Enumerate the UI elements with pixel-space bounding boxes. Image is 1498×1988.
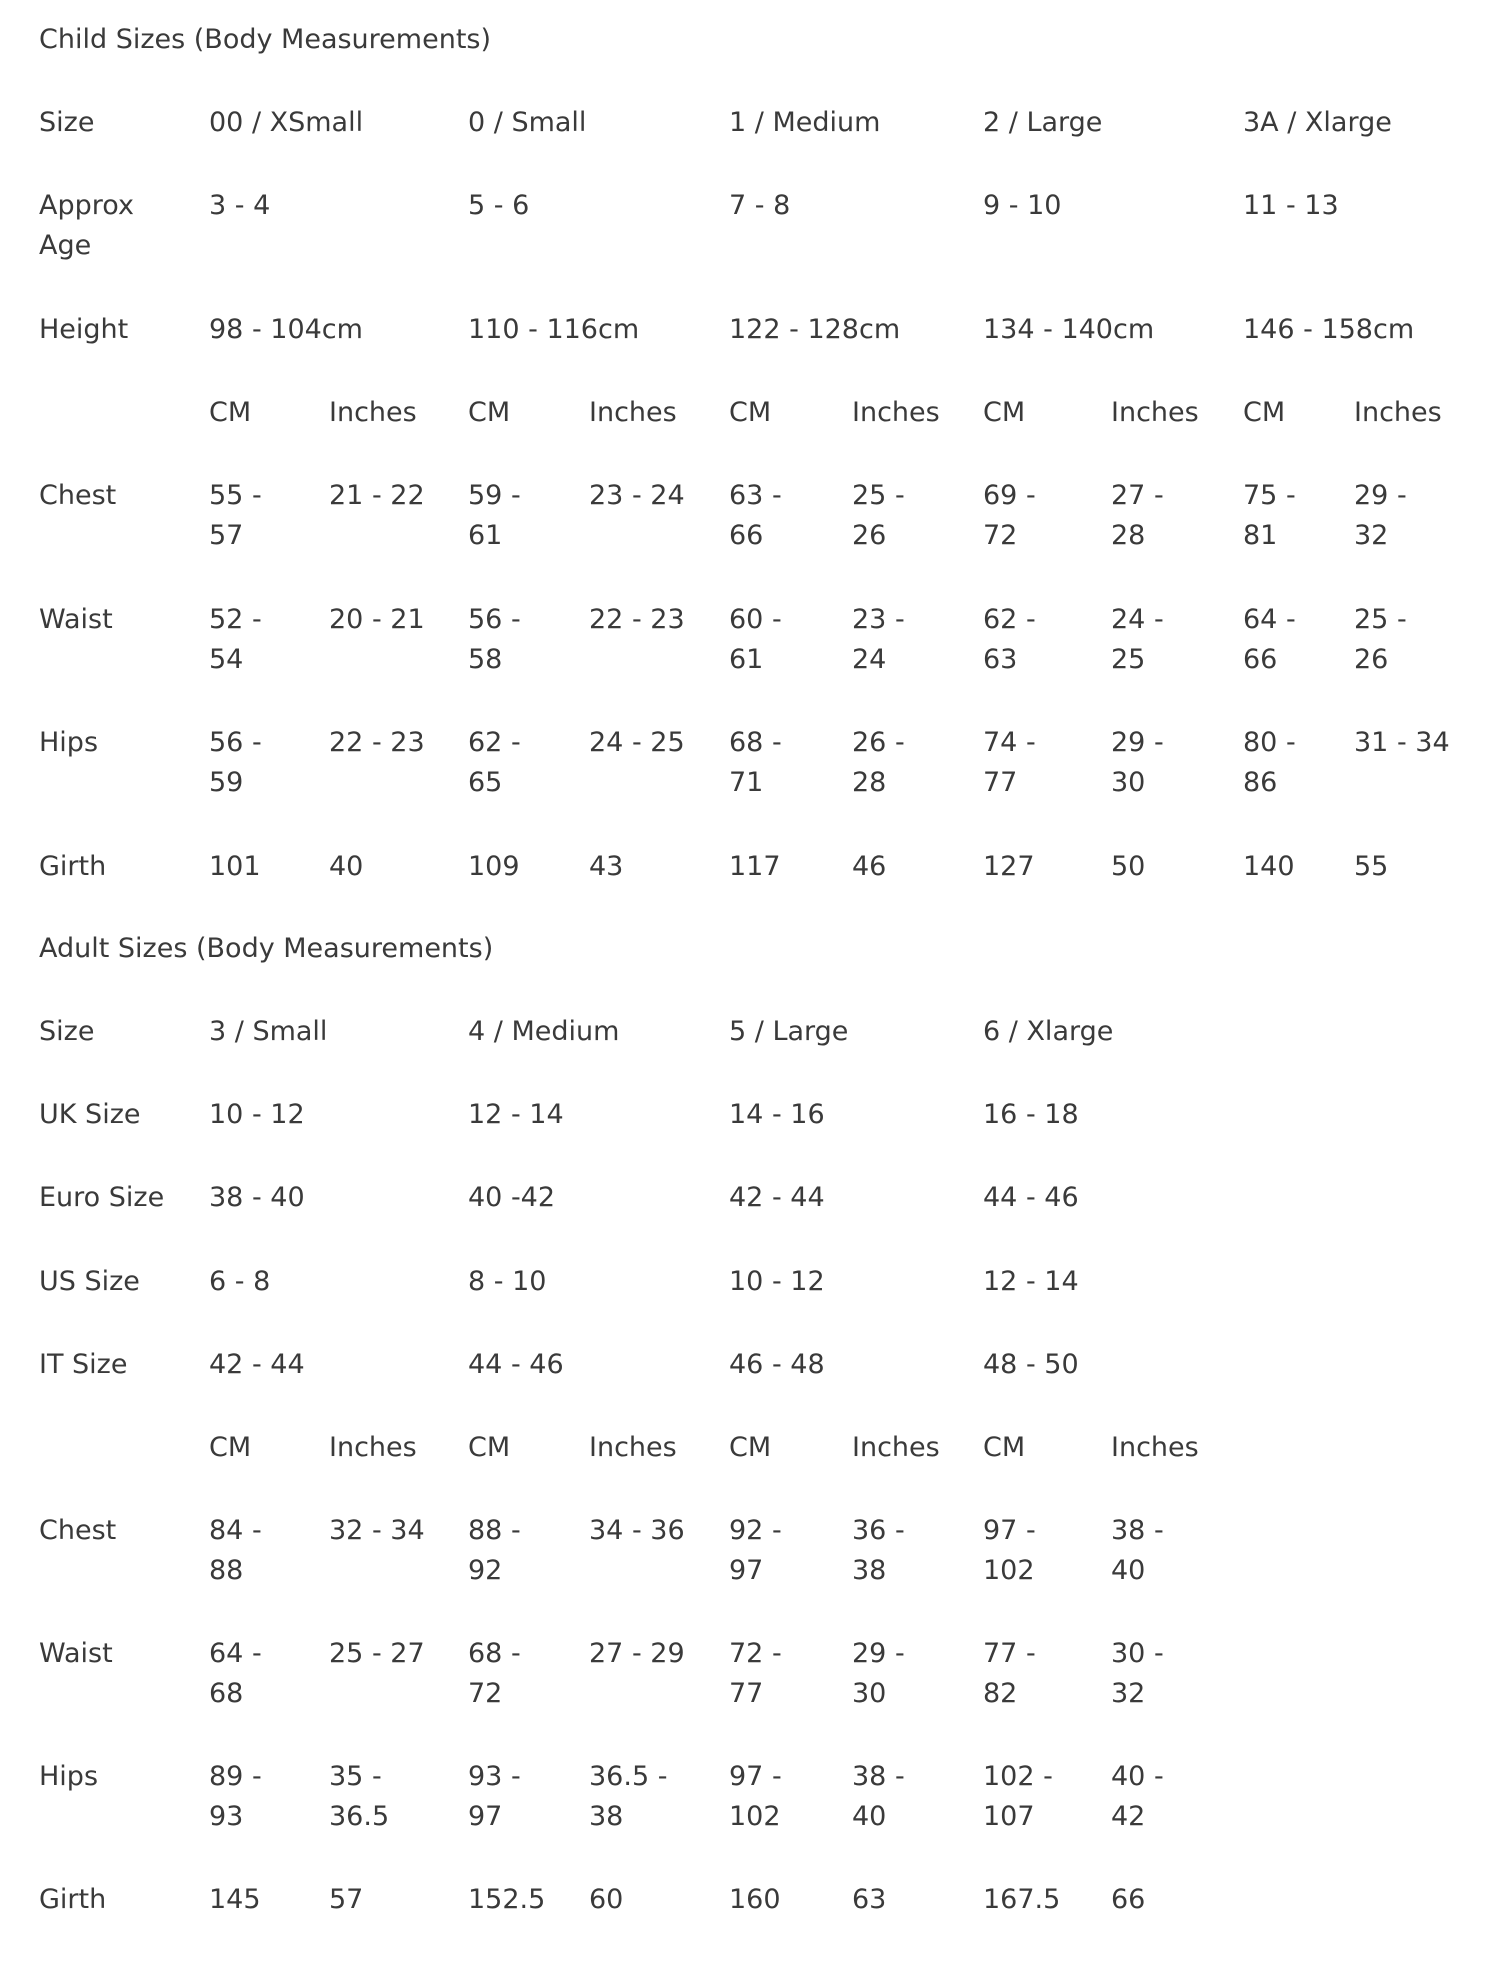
adult-waist-inches-value-cont: 32 — [1111, 1678, 1146, 1709]
girth-cm-value: 140 — [1243, 851, 1295, 882]
unit-inches-header: Inches — [1111, 1432, 1199, 1463]
unit-cm-header: CM — [468, 397, 511, 428]
girth-inches-value: 55 — [1354, 851, 1389, 882]
child-chest-inches-value: 27 - — [1111, 480, 1164, 511]
child-hips-inches-value: 24 - 25 — [589, 727, 685, 758]
child-size-row-value: 3A / Xlarge — [1243, 107, 1392, 138]
girth-inches-value: 57 — [329, 1884, 364, 1915]
us-size-row-value: 6 - 8 — [209, 1266, 271, 1297]
child-waist-inches-value: 23 - — [852, 604, 905, 635]
height-row-value: 110 - 116cm — [468, 314, 640, 345]
adult-chest-cm-value: 88 - — [468, 1515, 521, 1546]
child-waist-cm-value-cont: 63 — [983, 644, 1018, 675]
adult-size-row-label: Size — [39, 1016, 95, 1047]
us-size-row-value: 10 - 12 — [729, 1266, 825, 1297]
height-row-value: 98 - 104cm — [209, 314, 363, 345]
child-hips-cm-value: 62 - — [468, 727, 521, 758]
unit-inches-header: Inches — [1111, 397, 1199, 428]
adult-hips-inches-value: 36.5 - — [589, 1761, 668, 1792]
girth-inches-value: 63 — [852, 1884, 887, 1915]
us-size-row-value: 8 - 10 — [468, 1266, 547, 1297]
girth-label: Girth — [39, 851, 107, 882]
unit-inches-header: Inches — [329, 1432, 417, 1463]
adult-waist-cm-value-cont: 72 — [468, 1678, 503, 1709]
child-waist-inches-value-cont: 26 — [1354, 644, 1389, 675]
it-size-row-value: 42 - 44 — [209, 1349, 305, 1380]
child-chest-cm-value-cont: 81 — [1243, 520, 1278, 551]
girth-cm-value: 101 — [209, 851, 261, 882]
unit-inches-header: Inches — [589, 397, 677, 428]
adult-waist-cm-value-cont: 68 — [209, 1678, 244, 1709]
adult-hips-label: Hips — [39, 1761, 99, 1792]
child-waist-cm-value: 62 - — [983, 604, 1036, 635]
adult-hips-cm-value-cont: 97 — [468, 1801, 503, 1832]
adult-waist-inches-value: 27 - 29 — [589, 1638, 685, 1669]
adult-waist-cm-value-cont: 77 — [729, 1678, 764, 1709]
child-chest-cm-value: 63 - — [729, 480, 782, 511]
approx-age-label-cont: Age — [39, 230, 92, 261]
adult-hips-inches-value-cont: 38 — [589, 1801, 624, 1832]
child-hips-inches-value: 29 - — [1111, 727, 1164, 758]
child-waist-cm-value: 60 - — [729, 604, 782, 635]
child-waist-inches-value-cont: 25 — [1111, 644, 1146, 675]
girth-cm-value: 160 — [729, 1884, 781, 1915]
adult-chest-cm-value-cont: 97 — [729, 1555, 764, 1586]
unit-inches-header: Inches — [1354, 397, 1442, 428]
adult-waist-label: Waist — [39, 1638, 113, 1669]
adult-waist-inches-value: 30 - — [1111, 1638, 1164, 1669]
adult-chest-cm-value-cont: 92 — [468, 1555, 503, 1586]
uk-size-row-value: 16 - 18 — [983, 1099, 1079, 1130]
child-hips-cm-value: 74 - — [983, 727, 1036, 758]
adult-hips-cm-value: 89 - — [209, 1761, 262, 1792]
girth-cm-value: 117 — [729, 851, 781, 882]
adult-chest-cm-value-cont: 88 — [209, 1555, 244, 1586]
adult-hips-cm-value: 93 - — [468, 1761, 521, 1792]
child-hips-cm-value: 56 - — [209, 727, 262, 758]
child-waist-inches-value: 24 - — [1111, 604, 1164, 635]
adult-chest-inches-value: 32 - 34 — [329, 1515, 425, 1546]
child-hips-inches-value: 22 - 23 — [329, 727, 425, 758]
child-waist-inches-value: 22 - 23 — [589, 604, 685, 635]
girth-cm-value: 167.5 — [983, 1884, 1061, 1915]
adult-chest-inches-value-cont: 38 — [852, 1555, 887, 1586]
child-chest-inches-value-cont: 26 — [852, 520, 887, 551]
approx-age-label: Approx — [39, 190, 134, 221]
child-chest-cm-value-cont: 57 — [209, 520, 244, 551]
child-hips-inches-value-cont: 30 — [1111, 767, 1146, 798]
child-size-row-value: 2 / Large — [983, 107, 1103, 138]
adult-waist-cm-value: 64 - — [209, 1638, 262, 1669]
unit-cm-header: CM — [983, 397, 1026, 428]
child-chest-inches-value: 21 - 22 — [329, 480, 425, 511]
approx-age-value: 11 - 13 — [1243, 190, 1339, 221]
child-chest-cm-value: 55 - — [209, 480, 262, 511]
child-chest-cm-value-cont: 66 — [729, 520, 764, 551]
adult-chest-cm-value: 84 - — [209, 1515, 262, 1546]
uk-size-row-value: 14 - 16 — [729, 1099, 825, 1130]
adult-waist-inches-value: 29 - — [852, 1638, 905, 1669]
unit-cm-header: CM — [729, 1432, 772, 1463]
unit-inches-header: Inches — [329, 397, 417, 428]
it-size-row-value: 44 - 46 — [468, 1349, 564, 1380]
girth-inches-value: 66 — [1111, 1884, 1146, 1915]
child-hips-cm-value-cont: 59 — [209, 767, 244, 798]
adult-hips-cm-value: 102 - — [983, 1761, 1053, 1792]
girth-inches-value: 40 — [329, 851, 364, 882]
it-size-row-value: 46 - 48 — [729, 1349, 825, 1380]
child-chest-inches-value-cont: 28 — [1111, 520, 1146, 551]
child-hips-cm-value-cont: 65 — [468, 767, 503, 798]
adult-chest-inches-value: 34 - 36 — [589, 1515, 685, 1546]
child-hips-label: Hips — [39, 727, 99, 758]
uk-size-row-value: 12 - 14 — [468, 1099, 564, 1130]
child-waist-cm-value-cont: 58 — [468, 644, 503, 675]
girth-label: Girth — [39, 1884, 107, 1915]
adult-waist-cm-value: 72 - — [729, 1638, 782, 1669]
unit-inches-header: Inches — [852, 397, 940, 428]
adult-hips-inches-value-cont: 42 — [1111, 1801, 1146, 1832]
adult-chest-cm-value-cont: 102 — [983, 1555, 1035, 1586]
child-size-row-value: 00 / XSmall — [209, 107, 364, 138]
approx-age-value: 5 - 6 — [468, 190, 530, 221]
unit-cm-header: CM — [1243, 397, 1286, 428]
child-waist-cm-value-cont: 54 — [209, 644, 244, 675]
unit-cm-header: CM — [209, 397, 252, 428]
child-size-row-label: Size — [39, 107, 95, 138]
adult-chest-cm-value: 97 - — [983, 1515, 1036, 1546]
approx-age-value: 3 - 4 — [209, 190, 271, 221]
child-hips-cm-value: 80 - — [1243, 727, 1296, 758]
child-hips-cm-value-cont: 86 — [1243, 767, 1278, 798]
child-chest-inches-value: 25 - — [852, 480, 905, 511]
girth-cm-value: 109 — [468, 851, 520, 882]
child-waist-cm-value: 64 - — [1243, 604, 1296, 635]
child-waist-cm-value: 52 - — [209, 604, 262, 635]
girth-cm-value: 145 — [209, 1884, 261, 1915]
adult-chest-inches-value: 38 - — [1111, 1515, 1164, 1546]
height-row-value: 134 - 140cm — [983, 314, 1155, 345]
child-chest-cm-value: 69 - — [983, 480, 1036, 511]
adult-hips-inches-value: 38 - — [852, 1761, 905, 1792]
child-chest-inches-value-cont: 32 — [1354, 520, 1389, 551]
euro-size-row-value: 42 - 44 — [729, 1182, 825, 1213]
child-chest-cm-value-cont: 72 — [983, 520, 1018, 551]
us-size-row-value: 12 - 14 — [983, 1266, 1079, 1297]
child-chest-cm-value: 75 - — [1243, 480, 1296, 511]
adult-hips-cm-value-cont: 107 — [983, 1801, 1035, 1832]
adult-waist-cm-value: 77 - — [983, 1638, 1036, 1669]
adult-waist-inches-value: 25 - 27 — [329, 1638, 425, 1669]
adult-hips-cm-value-cont: 93 — [209, 1801, 244, 1832]
child-hips-cm-value-cont: 71 — [729, 767, 764, 798]
girth-inches-value: 43 — [589, 851, 624, 882]
adult-chest-cm-value: 92 - — [729, 1515, 782, 1546]
adult-waist-cm-value-cont: 82 — [983, 1678, 1018, 1709]
child-chest-cm-value-cont: 61 — [468, 520, 503, 551]
uk-size-row-label: UK Size — [39, 1099, 141, 1130]
child-size-row-value: 0 / Small — [468, 107, 587, 138]
child-waist-inches-value-cont: 24 — [852, 644, 887, 675]
adult-hips-inches-value-cont: 36.5 — [329, 1801, 390, 1832]
adult-section-title: Adult Sizes (Body Measurements) — [39, 933, 494, 964]
child-hips-cm-value: 68 - — [729, 727, 782, 758]
adult-hips-cm-value-cont: 102 — [729, 1801, 781, 1832]
height-row-label: Height — [39, 314, 129, 345]
adult-chest-label: Chest — [39, 1515, 117, 1546]
adult-hips-cm-value: 97 - — [729, 1761, 782, 1792]
it-size-row-label: IT Size — [39, 1349, 128, 1380]
adult-waist-cm-value: 68 - — [468, 1638, 521, 1669]
uk-size-row-value: 10 - 12 — [209, 1099, 305, 1130]
adult-size-row-value: 4 / Medium — [468, 1016, 620, 1047]
child-waist-label: Waist — [39, 604, 113, 635]
adult-chest-inches-value-cont: 40 — [1111, 1555, 1146, 1586]
adult-size-row-value: 6 / Xlarge — [983, 1016, 1114, 1047]
child-section-title: Child Sizes (Body Measurements) — [39, 24, 491, 55]
adult-chest-inches-value: 36 - — [852, 1515, 905, 1546]
child-chest-inches-value: 29 - — [1354, 480, 1407, 511]
unit-cm-header: CM — [468, 1432, 511, 1463]
adult-hips-inches-value: 35 - — [329, 1761, 382, 1792]
girth-inches-value: 46 — [852, 851, 887, 882]
us-size-row-label: US Size — [39, 1266, 140, 1297]
child-chest-inches-value: 23 - 24 — [589, 480, 685, 511]
child-waist-cm-value: 56 - — [468, 604, 521, 635]
unit-inches-header: Inches — [589, 1432, 677, 1463]
child-hips-inches-value: 31 - 34 — [1354, 727, 1450, 758]
child-hips-inches-value-cont: 28 — [852, 767, 887, 798]
child-waist-cm-value-cont: 66 — [1243, 644, 1278, 675]
girth-cm-value: 127 — [983, 851, 1035, 882]
child-hips-inches-value: 26 - — [852, 727, 905, 758]
adult-hips-inches-value-cont: 40 — [852, 1801, 887, 1832]
approx-age-value: 9 - 10 — [983, 190, 1062, 221]
unit-inches-header: Inches — [852, 1432, 940, 1463]
euro-size-row-value: 40 -42 — [468, 1182, 556, 1213]
unit-cm-header: CM — [983, 1432, 1026, 1463]
adult-hips-inches-value: 40 - — [1111, 1761, 1164, 1792]
child-waist-inches-value: 20 - 21 — [329, 604, 425, 635]
approx-age-value: 7 - 8 — [729, 190, 791, 221]
girth-cm-value: 152.5 — [468, 1884, 546, 1915]
child-size-row-value: 1 / Medium — [729, 107, 881, 138]
child-waist-cm-value-cont: 61 — [729, 644, 764, 675]
euro-size-row-value: 38 - 40 — [209, 1182, 305, 1213]
it-size-row-value: 48 - 50 — [983, 1349, 1079, 1380]
euro-size-row-label: Euro Size — [39, 1182, 165, 1213]
height-row-value: 122 - 128cm — [729, 314, 901, 345]
child-waist-inches-value: 25 - — [1354, 604, 1407, 635]
adult-size-row-value: 3 / Small — [209, 1016, 328, 1047]
girth-inches-value: 60 — [589, 1884, 624, 1915]
unit-cm-header: CM — [729, 397, 772, 428]
child-chest-label: Chest — [39, 480, 117, 511]
adult-waist-inches-value-cont: 30 — [852, 1678, 887, 1709]
euro-size-row-value: 44 - 46 — [983, 1182, 1079, 1213]
girth-inches-value: 50 — [1111, 851, 1146, 882]
child-chest-cm-value: 59 - — [468, 480, 521, 511]
height-row-value: 146 - 158cm — [1243, 314, 1415, 345]
unit-cm-header: CM — [209, 1432, 252, 1463]
adult-size-row-value: 5 / Large — [729, 1016, 849, 1047]
child-hips-cm-value-cont: 77 — [983, 767, 1018, 798]
